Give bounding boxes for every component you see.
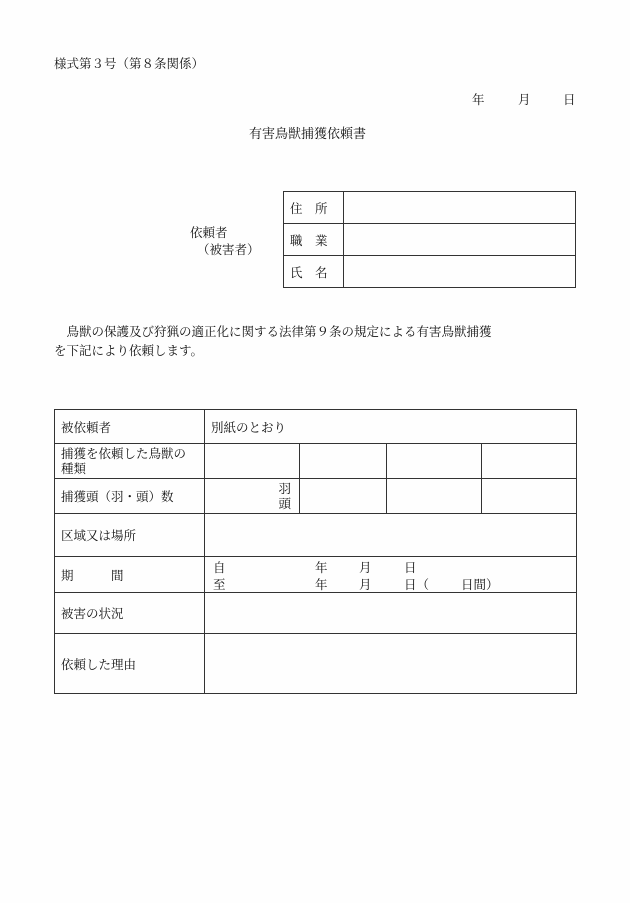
entrusted-value[interactable]: 別紙のとおり [205, 410, 577, 444]
name-field[interactable] [344, 256, 576, 288]
form-number: 様式第３号（第８条関係） [54, 56, 205, 71]
occupation-label: 職 業 [284, 224, 344, 256]
damage-value[interactable] [205, 593, 577, 634]
occupation-field[interactable] [344, 224, 576, 256]
species-cell-3[interactable] [387, 444, 482, 479]
period-from-month: 月 [359, 560, 372, 575]
count-label: 捕獲頭（羽・頭）数 [55, 479, 205, 514]
period-to-year: 年 [315, 577, 328, 592]
entrusted-label: 被依頼者 [55, 410, 205, 444]
count-cell-3[interactable] [387, 479, 482, 514]
document-title: 有害鳥獣捕獲依頼書 [249, 127, 367, 142]
species-cell-1[interactable] [205, 444, 300, 479]
name-label: 氏 名 [284, 256, 344, 288]
period-label: 期 間 [55, 557, 205, 593]
body-text-line2: を下記により依頼します。 [54, 343, 204, 358]
requester-label: 依頼者 [190, 225, 228, 240]
row-count [55, 479, 577, 514]
area-value[interactable] [205, 514, 577, 557]
damage-label: 被害の状況 [55, 593, 205, 634]
row-entrusted [55, 410, 577, 444]
date-day-label: 日 [563, 92, 576, 107]
species-label: 捕獲を依頼した鳥獣の種類 [55, 444, 205, 479]
period-days-count: 日間） [461, 577, 499, 592]
row-area [55, 514, 577, 557]
reason-label: 依頼した理由 [55, 634, 205, 694]
address-field[interactable] [344, 192, 576, 224]
species-cell-2[interactable] [300, 444, 387, 479]
period-from-day: 日 [404, 560, 417, 575]
period-to-day: 日（ [404, 577, 430, 592]
period-from-year: 年 [315, 560, 328, 575]
area-label: 区域又は場所 [55, 514, 205, 557]
details-table [54, 409, 577, 694]
period-to-month: 月 [359, 577, 372, 592]
requester-row-name [284, 256, 576, 288]
requester-sublabel: （被害者） [197, 242, 260, 257]
species-cell-4[interactable] [482, 444, 577, 479]
reason-value[interactable] [205, 634, 577, 694]
date-year-label: 年 [472, 92, 485, 107]
count-cell-1[interactable] [205, 479, 300, 514]
body-text-line1: 鳥獣の保護及び狩猟の適正化に関する法律第９条の規定による有害鳥獣捕獲 [54, 324, 492, 339]
count-cell-4[interactable] [482, 479, 577, 514]
period-to-label: 至 [213, 577, 226, 592]
requester-table [283, 191, 576, 288]
period-from-label: 自 [213, 560, 226, 575]
date-month-label: 月 [518, 92, 531, 107]
address-label: 住 所 [284, 192, 344, 224]
row-reason [55, 634, 577, 694]
row-species [55, 444, 577, 479]
count-cell-2[interactable] [300, 479, 387, 514]
requester-row-address [284, 192, 576, 224]
row-period [55, 557, 577, 593]
count-unit-head: 頭 [278, 496, 291, 511]
count-unit-bird: 羽 [278, 481, 291, 496]
requester-row-occupation [284, 224, 576, 256]
period-value[interactable] [205, 557, 577, 593]
row-damage [55, 593, 577, 634]
